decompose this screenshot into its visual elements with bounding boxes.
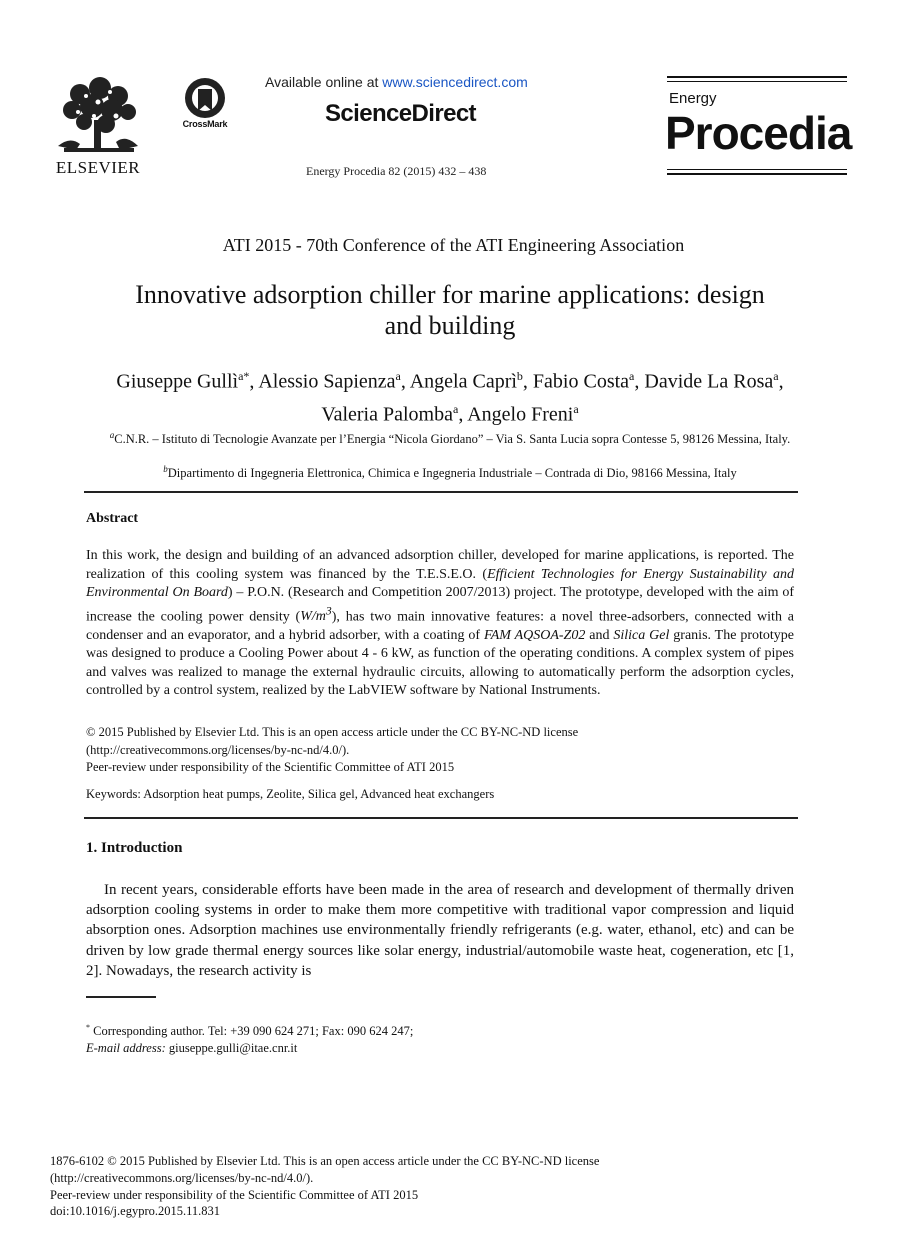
conference-name: ATI 2015 - 70th Conference of the ATI Engineering Association — [222, 235, 685, 255]
abstract-text-part: and — [585, 627, 614, 643]
divider-bottom — [84, 817, 798, 819]
crossmark-label: CrossMark — [182, 119, 228, 129]
corresponding-author-text: Corresponding author. Tel: +39 090 624 271; Fax: 090 624 247; — [90, 1024, 414, 1039]
author-affiliation-mark: a* — [238, 369, 250, 383]
logo-rule-bottom — [667, 173, 847, 175]
peer-review-line: Peer-review under responsibility of the Scientific Committee of ATI 2015 — [50, 1187, 419, 1202]
abstract-italic-material: FAM AQSOA-Z02 — [483, 627, 586, 643]
keywords: Keywords: Adsorption heat pumps, Zeolite, Silica gel, Advanced heat exchangers — [86, 787, 495, 801]
introduction-heading: 1. Introduction — [86, 840, 183, 856]
license-url[interactable]: (http://creativecommons.org/licenses/by-nc-nd/4.0/). — [86, 742, 350, 757]
affiliation-text: C.N.R. – Istituto di Tecnologie Avanzate per l’Energia “Nicola Giordano” – Via S. Santa Lucia sopra Contesse 5, 98126 Messina, Italy. — [114, 432, 791, 447]
available-online-prefix: Available online at — [265, 74, 383, 90]
introduction-text: In recent years, considerable efforts have been made in the area of research and development of thermally driven adsorption cooling systems in order to make them more competitive with traditional vapor compression and liquid absorption ones. Adsorption machines use environmentally friendly refrigerants (e.g. water, ethanol, etc) and can be driven by low grade thermal energy sources like solar energy, industrial/automobile waste heat, cogeneration, etc [1, 2]. Nowadays, the research activity is — [86, 882, 794, 979]
journal-name-large: Procedia — [665, 107, 852, 159]
logo-rule-top — [667, 76, 847, 78]
author-affiliation-mark: a — [629, 369, 635, 383]
abstract-text-part: ), has two main innovative features: a novel three-adsorbers, connected with a condenser and an evaporator, and a hybrid adsorber, with a coating of — [86, 609, 794, 643]
email-line — [86, 1040, 413, 1057]
author-affiliation-mark: b — [516, 369, 523, 383]
abstract-heading: Abstract — [86, 511, 139, 526]
author-name: Fabio Costa — [532, 370, 630, 393]
abstract-italic-material: Silica Gel — [613, 627, 670, 643]
paper-title — [80, 279, 820, 341]
bottom-notice — [50, 1153, 599, 1220]
author-affiliation-mark: a — [773, 369, 779, 383]
logo-rule-bottom-thin — [667, 169, 847, 170]
abstract-text-part: granis. The prototype was designed to produce a Cooling Power about 4 - 6 kW, as function of the operating conditions. A complex system of pipes and valves was realized to manage the external hydraulic circuits, allowing to automatically perform the adsorption cycles, controlled by a control system, realized by the LabVIEW software by National Instruments. — [86, 627, 794, 699]
license-url[interactable]: (http://creativecommons.org/licenses/by-nc-nd/4.0/). — [50, 1170, 314, 1185]
author-affiliation-mark: a — [452, 401, 459, 416]
email-label: E-mail address: — [86, 1040, 166, 1055]
available-online-text — [265, 74, 528, 90]
peer-review-line: Peer-review under responsibility of the Scientific Committee of ATI 2015 — [86, 760, 455, 774]
affiliation-text: Dipartimento di Ingegneria Elettronica, Chimica e Ingegneria Industriale – Contrada di Dio, 98166 Messina, Italy — [167, 466, 737, 481]
elsevier-tree-logo — [50, 76, 146, 156]
author-name: Giuseppe Gullì — [116, 370, 239, 393]
title-line-1: Innovative adsorption chiller for marine applications: design — [135, 280, 765, 309]
license-block — [86, 724, 794, 777]
footnote-mark: * — [86, 1023, 90, 1032]
abstract-text-part: In this work, the design and building of an advanced adsorption chiller, developed for marine applications, is reported. The realization of this cooling system was financed by the T.E.S.E.O. ( — [86, 548, 794, 582]
footnote-rule — [86, 996, 156, 998]
license-line: © 2015 Published by Elsevier Ltd. This is an open access article under the CC BY-NC-ND license — [86, 725, 579, 739]
divider-top — [84, 491, 798, 493]
affiliation-mark: b — [163, 464, 168, 474]
author-name: Angela Caprì — [409, 370, 517, 393]
abstract-text-part: ) – P.O.N. (Research and Competition 2007/2013) project. The prototype, developed with the aim of increase the cooling power density ( — [86, 585, 794, 625]
sciencedirect-wordmark: ScienceDirect — [325, 100, 476, 127]
author-separator: , — [522, 370, 533, 393]
author-separator: , — [634, 370, 645, 393]
unit-exponent: 3 — [325, 604, 332, 618]
abstract-italic-project: Efficient Technologies for Energy Sustainability and Environmental On Board — [86, 566, 795, 600]
elsevier-wordmark: ELSEVIER — [55, 158, 141, 177]
abstract-italic-unit — [300, 604, 332, 625]
author-name: Davide La Rosa — [644, 370, 774, 393]
footnote — [86, 1020, 413, 1056]
author-name: Angelo Freni — [467, 403, 574, 426]
affiliation-b — [85, 461, 815, 482]
author-list — [90, 363, 810, 428]
abstract-text — [86, 547, 794, 701]
author-affiliation-mark: a — [573, 401, 579, 416]
author-separator: , — [458, 403, 468, 426]
affiliation-mark: a — [109, 430, 115, 440]
energy-procedia-logo — [665, 76, 852, 176]
author-name: Valeria Palomba — [321, 403, 453, 426]
corresponding-author-line — [86, 1020, 413, 1040]
author-name: Alessio Sapienza — [258, 370, 396, 393]
logo-rule-top-thin — [667, 81, 847, 82]
author-separator: , — [400, 370, 410, 393]
doi[interactable]: doi:10.1016/j.egypro.2015.11.831 — [50, 1204, 221, 1219]
affiliation-a — [85, 427, 815, 448]
issn-license-line: 1876-6102 © 2015 Published by Elsevier Ltd. This is an open access article under the CC BY-NC-ND license — [50, 1154, 600, 1168]
sciencedirect-link[interactable]: www.sciencedirect.com — [382, 74, 528, 90]
title-line-2: and building — [384, 311, 516, 340]
journal-citation: Energy Procedia 82 (2015) 432 – 438 — [306, 164, 487, 178]
author-separator: , — [778, 370, 784, 393]
email-address[interactable]: giuseppe.gulli@itae.cnr.it — [165, 1040, 298, 1055]
unit-text: W/m — [300, 609, 326, 625]
journal-name-small: Energy — [669, 90, 717, 107]
author-separator: , — [249, 370, 259, 393]
author-affiliation-mark: a — [395, 369, 401, 383]
